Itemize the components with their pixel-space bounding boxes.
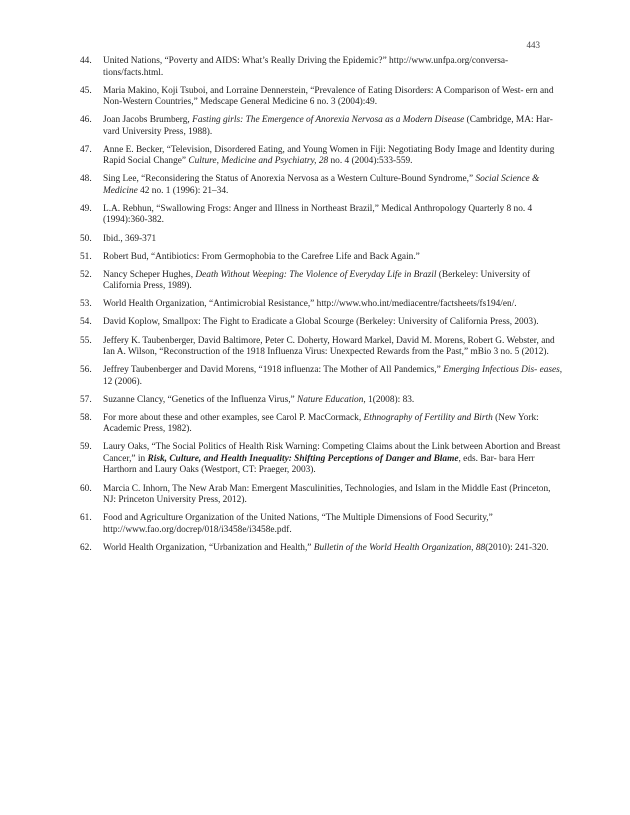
endnote-text [103,442,560,475]
endnote-text [103,336,555,358]
endnote-number: 59. [80,442,92,453]
endnote-number: 61. [80,513,92,524]
citation-title: Fasting girls: The Emergence of Anorexia Nervosa as a Modern Disease [192,115,465,126]
citation-text: (Cambridge, MA: Har- vard University Press, 1988). [103,115,553,137]
citation-text: no. 4 (2004):533-559. [328,156,413,167]
endnote-number: 60. [80,483,92,494]
endnote-item [80,395,564,407]
endnote-item [80,86,564,109]
endnote-item [80,174,564,197]
endnotes-list [80,56,564,561]
citation-text: (Berkeley: University of California Press, 1989). [103,269,531,292]
endnote-text [103,365,562,387]
endnote-item [80,299,564,311]
endnote-number: 45. [80,85,92,96]
endnote-text [103,86,554,108]
endnote-number: 55. [80,335,92,346]
endnote-text [103,543,549,553]
citation-text: Jeffery K. Taubenberger, David Baltimore, Peter C. Doherty, Howard Markel, David M. Morens, Robert G. Webster, and Ian A. Wilson, “Reconstruction of the 1918 Influenza Virus: Unexpected Rewards from the Past,” mBio 3 no. 5 (2012). [103,335,555,358]
citation-text: Nancy Scheper Hughes, [103,269,196,280]
citation-title: Bulletin of the World Health Organization, 88 [313,542,486,553]
endnote-text [103,317,539,327]
endnote-item [80,270,564,293]
citation-text: L.A. Rebhun, “Swallowing Frogs: Anger and Illness in Northeast Brazil,” Medical Anthropology Quarterly 8 no. 4 (1994):360-382. [103,203,533,226]
endnote-item [80,56,564,79]
citation-text: Robert Bud, “Antibiotics: From Germophobia to the Carefree Life and Back Again.” [103,251,420,262]
endnote-item [80,513,564,536]
citation-text: Suzanne Clancy, “Genetics of the Influenza Virus,” [103,394,298,405]
citation-title: Social Science & Medicine [103,174,540,196]
citation-text: United Nations, “Poverty and AIDS: What’s Really Driving the Epidemic?” http://www.unfpa.org/conversa- tions/facts.html. [103,56,509,78]
citation-text: Joan Jacobs Brumberg, [103,115,193,126]
endnote-text [103,513,493,535]
citation-title: Culture, Medicine and Psychiatry, 28 [188,156,329,167]
citation-text: 1(2008): 83. [365,394,415,405]
endnote-item [80,204,564,227]
endnote-text [103,252,420,262]
endnote-text [103,56,508,78]
endnote-number: 46. [80,115,92,126]
endnote-item [80,543,564,555]
citation-title: Death Without Weeping: The Violence of Everyday Life in Brazil [195,269,437,280]
citation-text: (New York: Academic Press, 1982). [103,412,539,435]
endnote-number: 57. [80,394,92,405]
endnote-number: 50. [80,233,92,244]
endnote-item [80,365,564,388]
endnote-text [103,270,530,292]
citation-text: Ibid., 369-371 [103,233,157,244]
endnote-item [80,145,564,168]
endnote-number: 47. [80,144,92,155]
endnote-item [80,317,564,329]
endnote-number: 51. [80,251,92,262]
endnote-text [103,234,156,244]
endnote-number: 49. [80,203,92,214]
citation-text: World Health Organization, “Antimicrobial Resistance,” http://www.who.int/mediacentre/factsheets/fs194/en/. [103,299,517,310]
endnote-text [103,413,539,435]
endnote-item [80,484,564,507]
citation-title: Emerging Infectious Dis- eases, [443,365,563,376]
citation-text: Laury Oaks, “The Social Politics of Health Risk Warning: Competing Claims about the Link between Abortion and Breast Cancer,” in [103,442,561,464]
endnote-item [80,252,564,264]
endnote-text [103,145,554,167]
citation-text: Maria Makino, Koji Tsuboi, and Lorraine Dennerstein, “Prevalence of Eating Disorders: A Comparison of West- ern and Non-Western Countries,” Medscape General Medicine 6 no. 3 (2004):49. [103,85,554,108]
citation-title: Risk, Culture, and Health Inequality: Shifting Perceptions of Danger and Blame [147,453,459,464]
citation-title: Ethnography of Fertility and Birth [363,412,493,423]
citation-title: Nature Education, [297,394,366,405]
citation-text: , eds. Bar- bara Herr Harthorn and Laury Oaks (Westport, CT: Praeger, 2003). [103,453,535,476]
citation-text: 42 no. 1 (1996): 21–34. [137,185,229,196]
endnote-item [80,234,564,246]
endnote-number: 52. [80,269,92,280]
endnote-item [80,336,564,359]
endnote-item [80,413,564,436]
endnote-text [103,484,551,506]
citation-text: Jeffrey Taubenberger and David Morens, “1918 influenza: The Mother of All Pandemics,” [103,365,444,376]
endnote-number: 48. [80,174,92,185]
citation-text: 12 (2006). [103,376,142,387]
endnote-number: 44. [80,56,92,66]
endnote-number: 62. [80,542,92,553]
citation-text: (2010): 241-320. [485,542,549,553]
citation-text: For more about these and other examples, see Carol P. MacCormack, [103,412,364,423]
endnote-number: 53. [80,299,92,310]
endnote-number: 58. [80,412,92,423]
endnote-text [103,299,517,309]
endnote-text [103,115,553,137]
citation-text: Marcia C. Inhorn, The New Arab Man: Emergent Masculinities, Technologies, and Islam in the Middle East (Princeton, NJ: Princeton University Press, 2012). [103,483,551,505]
citation-text: World Health Organization, “Urbanization and Health,” [103,542,314,553]
endnote-item [80,115,564,138]
endnote-number: 54. [80,317,92,328]
page-number: 443 [526,40,540,50]
endnote-number: 56. [80,365,92,376]
citation-text: Anne E. Becker, “Television, Disordered Eating, and Young Women in Fiji: Negotiating Body Image and Identity during Rapid Social Change” [103,144,555,167]
endnote-text [103,204,532,226]
citation-text: David Koplow, Smallpox: The Fight to Eradicate a Global Scourge (Berkeley: University of California Press, 2003). [103,317,539,328]
citation-text: Food and Agriculture Organization of the United Nations, “The Multiple Dimensions of Food Security,” http://www.fao.org/docrep/018/i3458e/i3458e.pdf. [103,513,493,535]
endnote-item [80,442,564,477]
endnote-text [103,174,539,196]
citation-text: Sing Lee, “Reconsidering the Status of Anorexia Nervosa as a Western Culture-Bound Syndrome,” [103,174,476,185]
endnote-text [103,395,414,405]
